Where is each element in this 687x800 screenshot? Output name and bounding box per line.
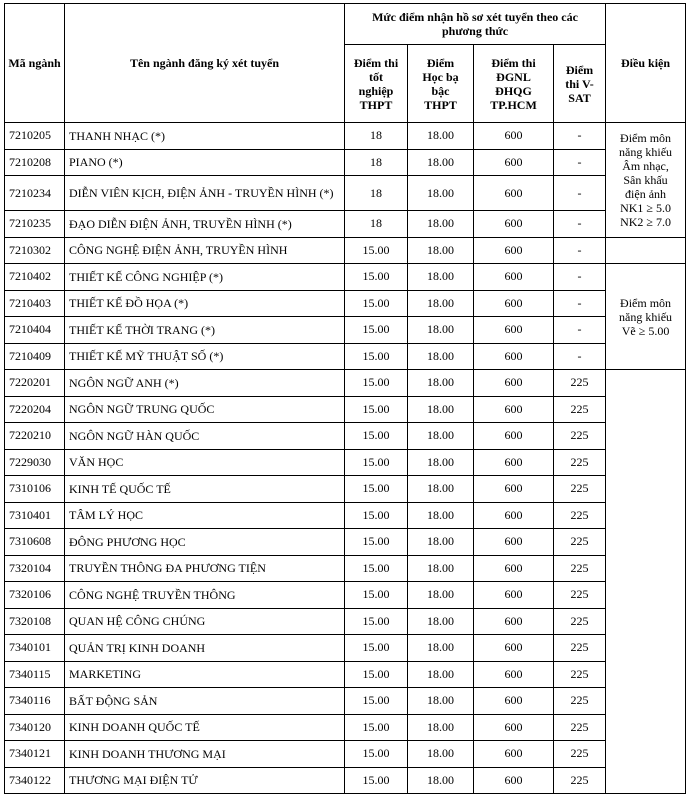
score-thpt: 15.00 [345,714,408,741]
condition-design: Điểm môn năng khiếu Vẽ ≥ 5.00 [606,264,686,370]
table-row [5,767,686,794]
score-hocba: 18.00 [408,741,474,768]
table-row [5,741,686,768]
score-vsat: 225 [554,767,606,794]
table-row [5,123,686,150]
score-thpt: 15.00 [345,661,408,688]
score-vsat: 225 [554,714,606,741]
score-thpt: 18 [345,176,408,211]
major-name: THIẾT KẾ ĐỒ HỌA (*) [65,290,345,317]
score-hocba: 18.00 [408,688,474,715]
score-hocba: 18.00 [408,529,474,556]
score-dgnl: 600 [474,767,554,794]
score-vsat: 225 [554,423,606,450]
score-hocba: 18.00 [408,123,474,150]
score-dgnl: 600 [474,476,554,503]
score-dgnl: 600 [474,237,554,264]
header-dgnl: Điểm thi ĐGNL ĐHQG TP.HCM [474,45,554,123]
table-body [5,123,686,794]
condition-music: Điểm môn năng khiếu Âm nhạc, Sân khấu điện ảnh NK1 ≥ 5.0 NK2 ≥ 7.0 [606,123,686,238]
table-row [5,476,686,503]
major-name: QUẢN TRỊ KINH DOANH [65,635,345,662]
score-dgnl: 600 [474,714,554,741]
score-dgnl: 600 [474,741,554,768]
score-thpt: 15.00 [345,343,408,370]
table-row [5,502,686,529]
score-dgnl: 600 [474,149,554,176]
major-name: TÂM LÝ HỌC [65,502,345,529]
score-vsat: 225 [554,370,606,397]
major-code: 7210234 [5,176,65,211]
major-code: 7210302 [5,237,65,264]
score-thpt: 15.00 [345,396,408,423]
table-row [5,714,686,741]
score-vsat: 225 [554,688,606,715]
score-hocba: 18.00 [408,608,474,635]
score-hocba: 18.00 [408,264,474,291]
score-dgnl: 600 [474,688,554,715]
score-vsat: - [554,149,606,176]
major-code: 7220210 [5,423,65,450]
score-thpt: 15.00 [345,529,408,556]
major-name: VĂN HỌC [65,449,345,476]
score-dgnl: 600 [474,661,554,688]
table-row [5,396,686,423]
score-vsat: 225 [554,476,606,503]
table-row [5,449,686,476]
score-dgnl: 600 [474,290,554,317]
score-thpt: 15.00 [345,476,408,503]
score-dgnl: 600 [474,211,554,238]
score-thpt: 15.00 [345,237,408,264]
score-hocba: 18.00 [408,237,474,264]
major-name: THIẾT KẾ MỸ THUẬT SỐ (*) [65,343,345,370]
table-row [5,317,686,344]
major-name: PIANO (*) [65,149,345,176]
score-vsat: 225 [554,529,606,556]
score-thpt: 18 [345,123,408,150]
table-row [5,423,686,450]
score-hocba: 18.00 [408,449,474,476]
major-code: 7220201 [5,370,65,397]
major-name: TRUYỀN THÔNG ĐA PHƯƠNG TIỆN [65,555,345,582]
score-hocba: 18.00 [408,714,474,741]
score-hocba: 18.00 [408,476,474,503]
score-hocba: 18.00 [408,343,474,370]
score-vsat: 225 [554,555,606,582]
major-code: 7320106 [5,582,65,609]
score-thpt: 15.00 [345,502,408,529]
score-hocba: 18.00 [408,635,474,662]
score-dgnl: 600 [474,555,554,582]
major-code: 7210404 [5,317,65,344]
score-dgnl: 600 [474,317,554,344]
major-code: 7340101 [5,635,65,662]
header-thpt: Điểm thi tốt nghiệp THPT [345,45,408,123]
score-dgnl: 600 [474,449,554,476]
score-hocba: 18.00 [408,661,474,688]
major-name: THIẾT KẾ CÔNG NGHIỆP (*) [65,264,345,291]
score-hocba: 18.00 [408,502,474,529]
score-thpt: 15.00 [345,688,408,715]
score-hocba: 18.00 [408,317,474,344]
score-vsat: - [554,123,606,150]
major-code: 7210205 [5,123,65,150]
major-code: 7210208 [5,149,65,176]
score-thpt: 15.00 [345,635,408,662]
table-row [5,149,686,176]
score-dgnl: 600 [474,123,554,150]
condition-none [606,370,686,794]
header-vsat: Điểm thi V-SAT [554,45,606,123]
table-row [5,211,686,238]
score-thpt: 15.00 [345,290,408,317]
score-dgnl: 600 [474,396,554,423]
major-name: DIỄN VIÊN KỊCH, ĐIỆN ẢNH - TRUYỀN HÌNH (*) [65,176,345,211]
table-row [5,237,686,264]
score-thpt: 15.00 [345,317,408,344]
major-code: 7320104 [5,555,65,582]
score-vsat: 225 [554,582,606,609]
score-dgnl: 600 [474,423,554,450]
major-name: MARKETING [65,661,345,688]
major-name: KINH DOANH QUỐC TẾ [65,714,345,741]
major-code: 7310401 [5,502,65,529]
score-hocba: 18.00 [408,582,474,609]
score-vsat: 225 [554,396,606,423]
table-row [5,176,686,211]
header-code: Mã ngành [5,4,65,123]
major-name: ĐÔNG PHƯƠNG HỌC [65,529,345,556]
header-major-name: Tên ngành đăng ký xét tuyển [65,4,345,123]
score-thpt: 15.00 [345,608,408,635]
score-hocba: 18.00 [408,423,474,450]
score-vsat: 225 [554,502,606,529]
score-thpt: 15.00 [345,582,408,609]
major-name: BẤT ĐỘNG SẢN [65,688,345,715]
major-name: CÔNG NGHỆ ĐIỆN ẢNH, TRUYỀN HÌNH [65,237,345,264]
score-thpt: 15.00 [345,555,408,582]
score-vsat: 225 [554,661,606,688]
score-thpt: 15.00 [345,449,408,476]
table-row [5,290,686,317]
major-name: NGÔN NGỮ TRUNG QUỐC [65,396,345,423]
score-thpt: 15.00 [345,423,408,450]
score-dgnl: 600 [474,582,554,609]
major-code: 7320108 [5,608,65,635]
major-name: QUAN HỆ CÔNG CHÚNG [65,608,345,635]
score-vsat: - [554,317,606,344]
header-method-group: Mức điểm nhận hồ sơ xét tuyển theo các phương thức [345,4,606,45]
major-name: CÔNG NGHỆ TRUYỀN THÔNG [65,582,345,609]
score-dgnl: 600 [474,343,554,370]
score-dgnl: 600 [474,370,554,397]
admission-score-table [4,3,686,794]
table-row [5,635,686,662]
score-hocba: 18.00 [408,396,474,423]
major-code: 7340116 [5,688,65,715]
score-dgnl: 600 [474,608,554,635]
score-vsat: - [554,237,606,264]
score-dgnl: 600 [474,529,554,556]
table-row [5,264,686,291]
major-code: 7340122 [5,767,65,794]
table-row [5,608,686,635]
header-hocba: Điểm Học bạ bậc THPT [408,45,474,123]
major-code: 7210409 [5,343,65,370]
major-code: 7210402 [5,264,65,291]
score-dgnl: 600 [474,502,554,529]
score-vsat: 225 [554,608,606,635]
condition-empty [606,237,686,264]
score-hocba: 18.00 [408,290,474,317]
major-name: THANH NHẠC (*) [65,123,345,150]
table-row [5,688,686,715]
major-code: 7229030 [5,449,65,476]
score-hocba: 18.00 [408,149,474,176]
score-dgnl: 600 [474,176,554,211]
table-row [5,555,686,582]
score-hocba: 18.00 [408,767,474,794]
score-thpt: 15.00 [345,767,408,794]
table-row [5,582,686,609]
major-code: 7310608 [5,529,65,556]
header-condition: Điều kiện [606,4,686,123]
score-thpt: 15.00 [345,741,408,768]
score-hocba: 18.00 [408,370,474,397]
major-name: NGÔN NGỮ HÀN QUỐC [65,423,345,450]
major-name: NGÔN NGỮ ANH (*) [65,370,345,397]
major-name: ĐẠO DIỄN ĐIỆN ẢNH, TRUYỀN HÌNH (*) [65,211,345,238]
score-vsat: - [554,211,606,238]
score-hocba: 18.00 [408,555,474,582]
major-code: 7340121 [5,741,65,768]
major-code: 7310106 [5,476,65,503]
score-hocba: 18.00 [408,176,474,211]
table-row [5,343,686,370]
major-code: 7340115 [5,661,65,688]
major-name: THƯƠNG MẠI ĐIỆN TỬ [65,767,345,794]
score-dgnl: 600 [474,264,554,291]
score-thpt: 18 [345,149,408,176]
table-row [5,370,686,397]
major-code: 7210403 [5,290,65,317]
score-vsat: 225 [554,741,606,768]
major-code: 7210235 [5,211,65,238]
score-thpt: 15.00 [345,264,408,291]
score-vsat: - [554,264,606,291]
score-vsat: 225 [554,449,606,476]
score-vsat: 225 [554,635,606,662]
score-thpt: 18 [345,211,408,238]
table-row [5,529,686,556]
score-vsat: - [554,290,606,317]
score-hocba: 18.00 [408,211,474,238]
table-row [5,661,686,688]
major-code: 7340120 [5,714,65,741]
score-dgnl: 600 [474,635,554,662]
major-code: 7220204 [5,396,65,423]
score-vsat: - [554,176,606,211]
major-name: KINH TẾ QUỐC TẾ [65,476,345,503]
score-vsat: - [554,343,606,370]
major-name: THIẾT KẾ THỜI TRANG (*) [65,317,345,344]
score-thpt: 15.00 [345,370,408,397]
major-name: KINH DOANH THƯƠNG MẠI [65,741,345,768]
